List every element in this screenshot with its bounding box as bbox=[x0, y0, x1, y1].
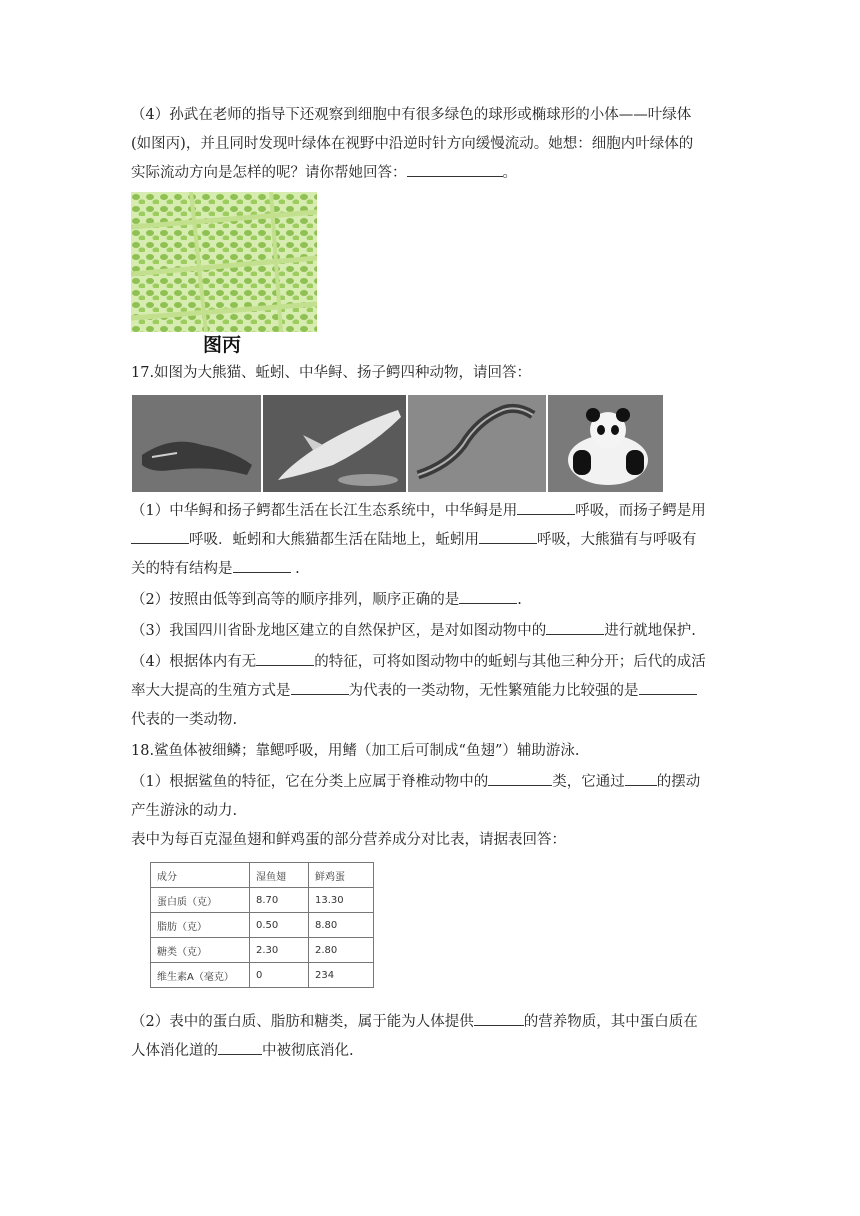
q18-part1-line2: 产生游泳的动力. bbox=[131, 803, 238, 819]
panda-photo bbox=[548, 395, 663, 492]
table-header-cell: 湿鱼翅 bbox=[250, 863, 309, 888]
answer-blank[interactable] bbox=[407, 159, 503, 177]
q17-stem: 17.如图为大熊猫、蚯蚓、中华鲟、扬子鳄四种动物，请回答： bbox=[131, 365, 532, 381]
table-cell: 糖类（克） bbox=[151, 938, 250, 963]
chloroplast-micrograph bbox=[131, 192, 317, 332]
table-row bbox=[151, 938, 374, 963]
earthworm-photo bbox=[408, 395, 546, 492]
q18-part2-line2: 人体消化道的 中被彻底消化. bbox=[131, 1037, 731, 1066]
answer-blank[interactable] bbox=[625, 768, 657, 786]
q18-table-intro: 表中为每百克湿鱼翅和鲜鸡蛋的部分营养成分对比表，请据表回答： bbox=[131, 832, 566, 848]
table-cell: 13.30 bbox=[309, 888, 374, 913]
table-row bbox=[151, 963, 374, 988]
table-row bbox=[151, 888, 374, 913]
answer-blank[interactable] bbox=[233, 555, 291, 573]
q18-part2-line1: （2）表中的蛋白质、脂肪和糖类，属于能为人体提供 的营养物质，其中蛋白质在 bbox=[131, 1008, 731, 1037]
q17-part1-line2: 呼吸．蚯蚓和大熊猫都生活在陆地上，蚯蚓用 呼吸，大熊猫有与呼吸有 bbox=[131, 526, 731, 555]
q17-part1-line1: （1）中华鲟和扬子鳄都生活在长江生态系统中，中华鲟是用 呼吸，而扬子鳄是用 bbox=[131, 497, 731, 526]
sturgeon-photo bbox=[263, 395, 406, 492]
q18-part1-line1: （1）根据鲨鱼的特征，它在分类上应属于脊椎动物中的 类，它通过 的摆动 bbox=[131, 768, 731, 797]
answer-blank[interactable] bbox=[131, 526, 189, 544]
alligator-photo bbox=[132, 395, 261, 492]
table-cell: 蛋白质（克） bbox=[151, 888, 250, 913]
q17-part2: （2）按照由低等到高等的顺序排列，顺序正确的是 . bbox=[131, 586, 731, 615]
answer-blank[interactable] bbox=[517, 497, 575, 515]
table-cell: 脂肪（克） bbox=[151, 913, 250, 938]
q17-part3: （3）我国四川省卧龙地区建立的自然保护区，是对如图动物中的 进行就地保护. bbox=[131, 617, 731, 646]
q16-4-line2: (如图丙)，并且同时发现叶绿体在视野中沿逆时针方向缓慢流动。她想：细胞内叶绿体的 bbox=[131, 136, 694, 152]
figure-caption: 图丙 bbox=[203, 334, 242, 356]
q17-part1-line3: 关的特有结构是 . bbox=[131, 555, 731, 584]
answer-blank[interactable] bbox=[218, 1037, 262, 1055]
answer-blank[interactable] bbox=[479, 526, 537, 544]
answer-blank[interactable] bbox=[474, 1008, 524, 1026]
nutrition-table bbox=[150, 862, 374, 988]
answer-blank[interactable] bbox=[639, 677, 697, 695]
table-cell: 维生素A（毫克） bbox=[151, 963, 250, 988]
answer-blank[interactable] bbox=[291, 677, 349, 695]
table-cell: 0 bbox=[250, 963, 309, 988]
table-cell: 2.80 bbox=[309, 938, 374, 963]
table-header-cell: 鲜鸡蛋 bbox=[309, 863, 374, 888]
table-cell: 0.50 bbox=[250, 913, 309, 938]
table-cell: 234 bbox=[309, 963, 374, 988]
table-cell: 2.30 bbox=[250, 938, 309, 963]
q16-4-line1: （4）孙武在老师的指导下还观察到细胞中有很多绿色的球形或椭球形的小体——叶绿体 bbox=[131, 107, 692, 123]
answer-blank[interactable] bbox=[488, 768, 552, 786]
q17-part4-line2: 率大大提高的生殖方式是 为代表的一类动物，无性繁殖能力比较强的是 bbox=[131, 677, 731, 706]
q17-part4-line1: （4）根据体内有无 的特征，可将如图动物中的蚯蚓与其他三种分开；后代的成活 bbox=[131, 648, 731, 677]
q18-stem: 18.鲨鱼体被细鳞；靠鳃呼吸，用鳍（加工后可制成“鱼翅”）辅助游泳. bbox=[131, 743, 580, 759]
table-header-row bbox=[151, 863, 374, 888]
q16-4-line3: 实际流动方向是怎样的呢？请你帮她回答： 。 bbox=[131, 159, 731, 188]
table-header-cell: 成分 bbox=[151, 863, 250, 888]
table-row bbox=[151, 913, 374, 938]
answer-blank[interactable] bbox=[256, 648, 314, 666]
q17-part4-line3: 代表的一类动物. bbox=[131, 712, 238, 728]
answer-blank[interactable] bbox=[546, 617, 604, 635]
answer-blank[interactable] bbox=[459, 586, 517, 604]
table-cell: 8.70 bbox=[250, 888, 309, 913]
table-cell: 8.80 bbox=[309, 913, 374, 938]
